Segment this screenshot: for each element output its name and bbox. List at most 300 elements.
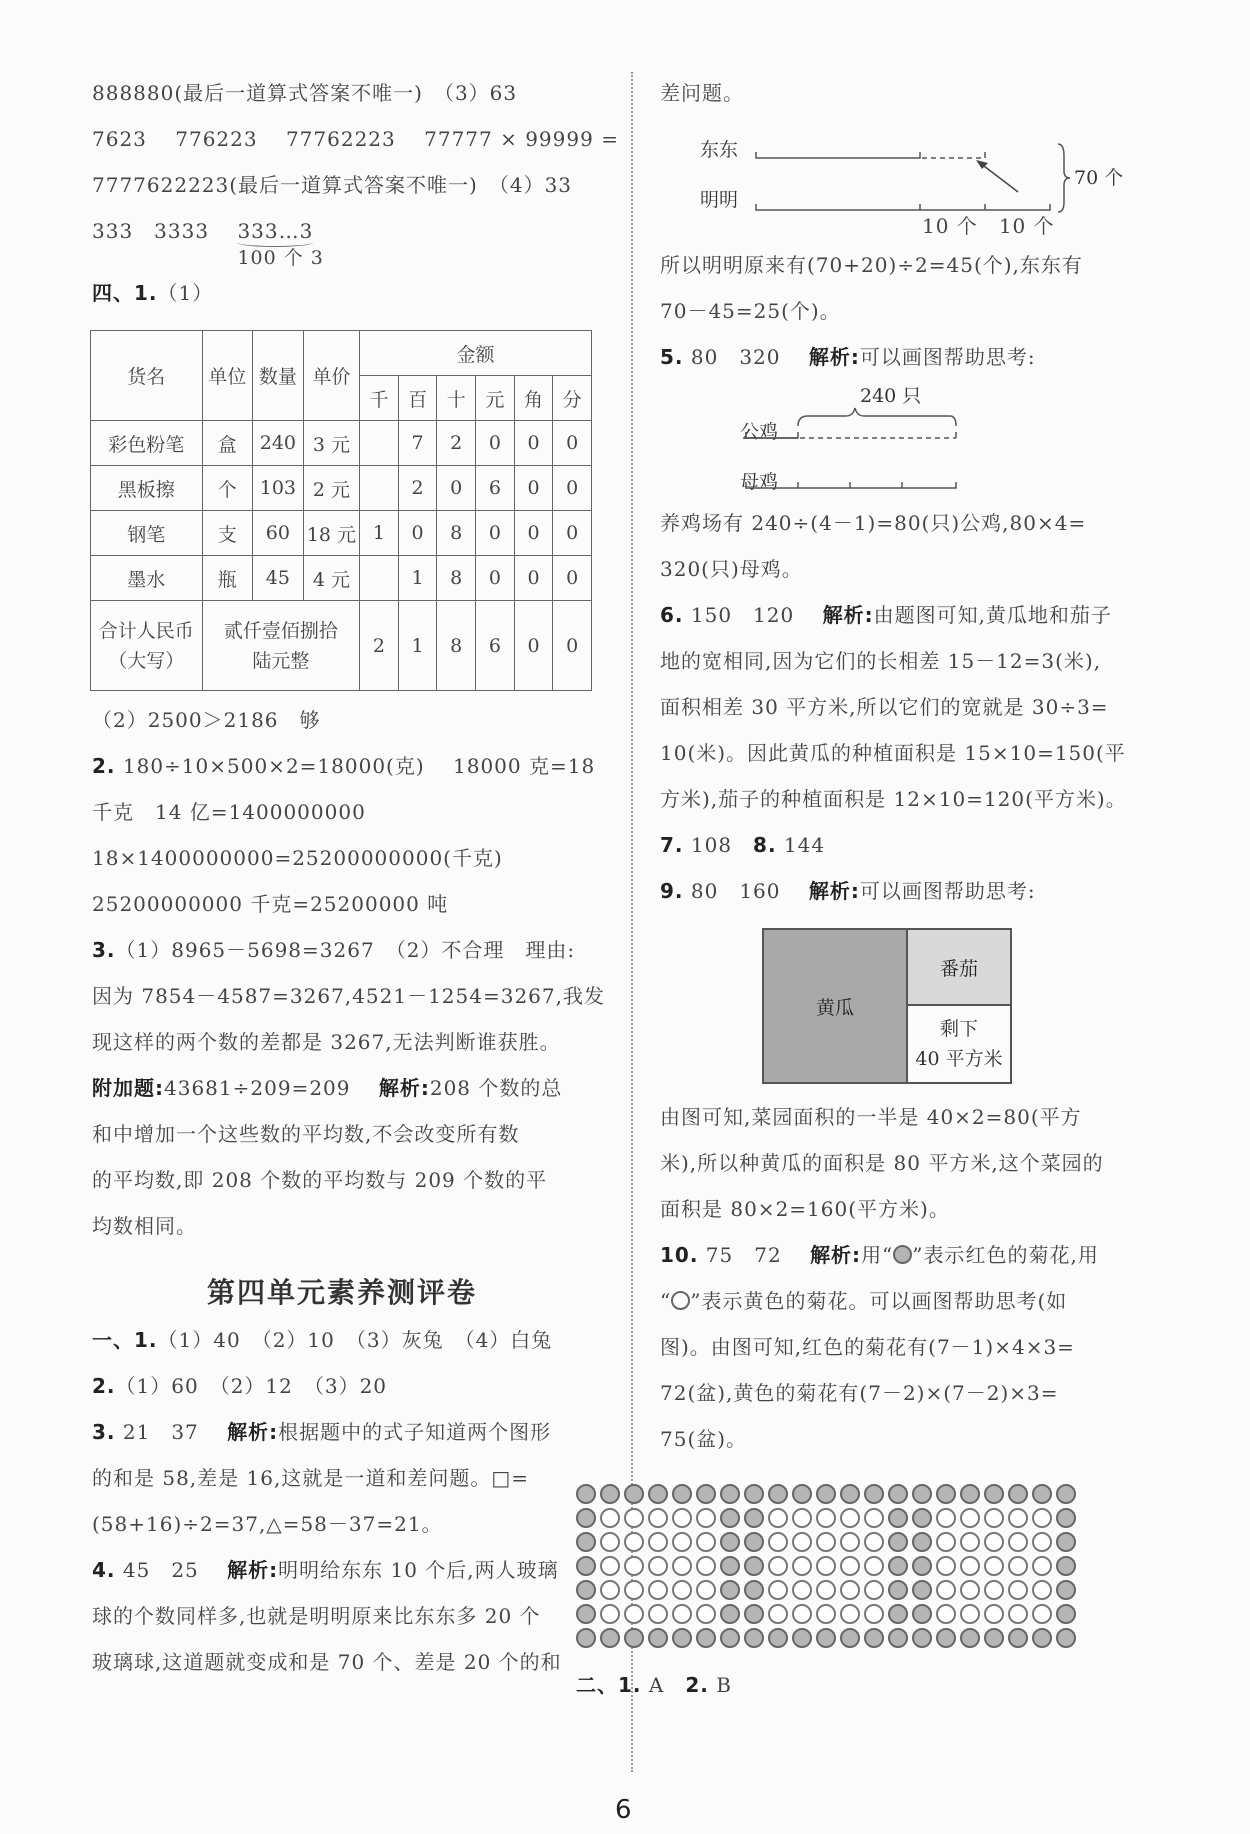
yellow-flower-circle [816,1580,836,1600]
yellow-flower-circle [936,1508,956,1528]
cell-digit: 0 [476,556,515,601]
yellow-flower-circle [1008,1532,1028,1552]
header-qty: 数量 [253,331,304,421]
section-title: 第四单元素养测评卷 [206,1276,477,1309]
flower-circle-grid [576,1484,1175,1648]
table-row [91,556,592,601]
question-number: 8. [753,833,777,857]
red-flower-circle [888,1580,908,1600]
red-flower-circle [1056,1580,1076,1600]
yellow-flower-circle [600,1508,620,1528]
yellow-flower-circle [600,1556,620,1576]
underbrace-group [237,208,324,269]
cell-digit: 0 [553,511,592,556]
text-span: “ [660,1289,672,1313]
yellow-flower-circle [792,1604,812,1624]
cell-digit [360,556,399,601]
red-flower-circle [936,1628,956,1648]
red-flower-circle [648,1484,668,1504]
cell-name: 彩色粉笔 [91,421,203,466]
red-flower-circle [888,1532,908,1552]
question-number: 一、1. [92,1328,158,1352]
red-flower-circle [912,1556,932,1576]
yellow-flower-circle [648,1604,668,1624]
red-flower-circle [912,1508,932,1528]
question-number: 3. [92,938,116,962]
text-line: 养鸡场有 240÷(4－1)=80(只)公鸡,80×4= [660,511,1087,535]
red-flower-circle [888,1508,908,1528]
text-line [92,1065,592,1111]
yellow-flower-circle [816,1532,836,1552]
red-flower-circle [744,1556,764,1576]
brace-top-text: 333…3 [237,219,314,243]
digit-header: 百 [398,376,437,421]
brace-label: 100 个 3 [237,247,324,269]
red-flower-circle [744,1604,764,1624]
text-span: 150 120 [683,603,823,627]
question-number: 10. [660,1243,699,1267]
extra-question-label: 附加题: [92,1076,164,1100]
remaining-area [908,1006,1010,1082]
text-line: 差问题。 [660,81,744,105]
cell-price: 18 元 [303,511,359,556]
label-hen: 母鸡 [740,471,779,493]
yellow-flower-circle [600,1580,620,1600]
text-line: （2）2500＞2186 够 [92,708,321,732]
text-span: 明明给东东 10 个后,两人玻璃 [278,1558,559,1582]
analysis-label: 解析: [822,603,874,627]
yellow-flower-circle [864,1556,884,1576]
text-line: 所以明明原来有(70+20)÷2=45(个),东东有 [660,253,1083,277]
red-flower-circle [840,1484,860,1504]
yellow-flower-circle [672,1604,692,1624]
red-flower-circle [744,1484,764,1504]
red-flower-circle [912,1580,932,1600]
text-line: 球的个数同样多,也就是明明原来比东东多 20 个 [92,1604,541,1628]
digit-header: 十 [437,376,476,421]
cell-digit: 0 [514,421,553,466]
yellow-flower-circle [768,1532,788,1552]
red-flower-circle [696,1484,716,1504]
red-flower-circle [864,1628,884,1648]
cell-unit: 个 [202,466,252,511]
red-flower-circle [912,1604,932,1624]
cucumber-area: 黄瓜 [764,930,908,1082]
yellow-flower-circle [936,1580,956,1600]
cell-price: 2 元 [303,466,359,511]
text-span: 108 [683,833,754,857]
text-span: 可以画图帮助思考: [859,879,1036,903]
red-flower-circle [984,1484,1004,1504]
yellow-flower-circle [960,1508,980,1528]
text-span: 208 个数的总 [429,1076,563,1100]
analysis-label: 解析: [227,1420,279,1444]
text-line [92,1317,592,1363]
cell-name: 黑板擦 [91,466,203,511]
yellow-flower-circle [936,1556,956,1576]
red-flower-circle [720,1604,740,1624]
cell-qty: 240 [253,421,304,466]
analysis-label: 解析: [227,1558,279,1582]
yellow-flower-circle [768,1604,788,1624]
text-line: 因为 7854－4587=3267,4521－1254=3267,我发 [92,984,605,1008]
yellow-flower-circle [672,1508,692,1528]
text-span: 可以画图帮助思考: [859,345,1036,369]
red-flower-circle [888,1604,908,1624]
text-span: ”表示黄色的菊花。可以画图帮助思考(如 [690,1289,1068,1313]
question-number: 2. [685,1673,709,1697]
yellow-flower-circle [864,1532,884,1552]
yellow-flower-circle [864,1580,884,1600]
cell-digit: 0 [514,466,553,511]
question-number: 6. [660,603,684,627]
red-flower-circle [1032,1484,1052,1504]
cell-digit: 6 [476,466,515,511]
yellow-flower-circle [768,1508,788,1528]
yellow-flower-circle [624,1508,644,1528]
yellow-flower-circle [1032,1604,1052,1624]
yellow-flower-circle [648,1556,668,1576]
yellow-flower-circle [648,1580,668,1600]
segment-labels [660,210,1175,242]
cell-unit: 瓶 [202,556,252,601]
cell-digit: 0 [514,556,553,601]
digit-header: 千 [360,376,399,421]
yellow-flower-circle [864,1508,884,1528]
yellow-flower-circle [1008,1508,1028,1528]
total-words: 贰仟壹佰捌拾 [223,619,338,642]
yellow-flower-circle [768,1556,788,1576]
yellow-flower-circle [984,1556,1004,1576]
question-number: 2. [92,754,116,778]
analysis-label: 解析: [808,879,860,903]
yellow-flower-circle [840,1508,860,1528]
tomato-area: 番茄 [908,930,1010,1006]
label-rooster: 公鸡 [740,421,779,443]
garden-diagram [762,928,1012,1084]
yellow-flower-circle [840,1532,860,1552]
text-span: 80 160 [683,879,809,903]
table-row [91,511,592,556]
red-flower-circle [792,1484,812,1504]
red-flower-circle [912,1628,932,1648]
text-span: 21 37 [115,1420,228,1444]
red-flower-circle [816,1628,836,1648]
cell-digit: 0 [553,466,592,511]
cell-digit: 0 [514,601,553,691]
total-words-sub: 陆元整 [252,649,310,672]
cell-digit: 0 [514,511,553,556]
question-number: 2. [92,1374,116,1398]
question-heading [92,270,592,316]
yellow-flower-circle [696,1604,716,1624]
cell-digit [360,421,399,466]
text-line: 千克 14 亿=1400000000 [92,800,366,824]
text-line [660,334,1175,380]
text-line: (58+16)÷2=37,△=58－37=21。 [92,1512,443,1536]
cell-digit: 0 [437,466,476,511]
cell-qty: 60 [253,511,304,556]
remaining-label: 剩下 [939,1018,978,1040]
red-flower-circle [576,1484,596,1504]
text-line: 7623 776223 77762223 77777 × 99999 = [92,127,619,151]
yellow-flower-circle [960,1556,980,1576]
header-name: 货名 [91,331,203,421]
red-flower-circle [1008,1628,1028,1648]
text-line: 面积相差 30 平方米,所以它们的宽就是 30÷3= [660,695,1109,719]
text-line: 的和是 58,差是 16,这就是一道和差问题。□= [92,1466,529,1490]
yellow-flower-circle [1032,1556,1052,1576]
cell-qty: 45 [253,556,304,601]
yellow-flower-circle [1008,1580,1028,1600]
cell-price: 3 元 [303,421,359,466]
table-total-row [91,601,592,691]
red-flower-circle [768,1484,788,1504]
digit-header: 分 [553,376,592,421]
text-line: 18×1400000000=25200000000(千克) [92,846,503,870]
cell-price: 4 元 [303,556,359,601]
cell-digit: 0 [553,556,592,601]
text-span: 80 320 [683,345,809,369]
text-line: 和中增加一个这些数的平均数,不会改变所有数 [92,1122,520,1146]
table-row [91,421,592,466]
text-line: 米),所以种黄瓜的面积是 80 平方米,这个菜园的 [660,1151,1104,1175]
cell-digit [360,466,399,511]
text-line: 地的宽相同,因为它们的长相差 15－12=3(米), [660,649,1102,673]
yellow-flower-circle [648,1508,668,1528]
red-flower-circle [960,1484,980,1504]
text-span: （1）60 （2）12 （3）20 [115,1374,388,1398]
goods-table [90,330,592,691]
analysis-label: 解析: [808,345,860,369]
total-label: 70 个 [1074,167,1124,189]
analysis-label: 解析: [810,1243,862,1267]
red-flower-circle [864,1484,884,1504]
yellow-flower-circle [696,1580,716,1600]
yellow-flower-circle [792,1508,812,1528]
text-line: 70－45=25(个)。 [660,299,841,323]
text-line [92,1409,592,1455]
yellow-flower-circle [984,1532,1004,1552]
red-flower-circle [840,1628,860,1648]
red-flower-circle [624,1628,644,1648]
right-column [576,70,1175,1708]
red-flower-circle [816,1484,836,1504]
red-flower-circle [984,1628,1004,1648]
text-span: 180÷10×500×2=18000(克) 18000 克=18 [115,754,596,778]
red-flower-circle [648,1628,668,1648]
yellow-flower-circle [960,1580,980,1600]
red-flower-circle [672,1484,692,1504]
header-amount: 金额 [360,331,592,376]
yellow-flower-circle [1032,1508,1052,1528]
red-flower-circle [672,1628,692,1648]
red-flower-circle [744,1628,764,1648]
yellow-flower-circle [600,1532,620,1552]
red-flower-circle [720,1508,740,1528]
text-line: 888880(最后一道算式答案不唯一) （3）63 [92,81,518,105]
red-flower-circle [792,1628,812,1648]
cell-digit: 8 [437,556,476,601]
yellow-flower-circle [840,1604,860,1624]
cell-digit: 0 [476,511,515,556]
cell-qty: 103 [253,466,304,511]
cell-name: 墨水 [91,556,203,601]
question-number: 5. [660,345,684,369]
red-flower-circle [576,1532,596,1552]
yellow-flower-circle [864,1604,884,1624]
text-line: 75(盆)。 [660,1427,748,1451]
text-line: 均数相同。 [92,1214,197,1238]
yellow-flower-circle [1032,1580,1052,1600]
table-row [91,466,592,511]
red-flower-circle [600,1628,620,1648]
text-line: 的平均数,即 208 个数的平均数与 209 个数的平 [92,1168,548,1192]
yellow-flower-circle [696,1556,716,1576]
text-line: 图)。由图可知,红色的菊花有(7－1)×4×3= [660,1335,1075,1359]
text-line [660,868,1175,914]
text-span: 75 72 [698,1243,811,1267]
text-line: 10(米)。因此黄瓜的种植面积是 15×10=150(平 [660,741,1126,765]
yellow-flower-circle [792,1532,812,1552]
text-line [660,822,1175,868]
red-flower-circle [936,1484,956,1504]
text-line [92,1363,592,1409]
text-line: 25200000000 千克=25200000 吨 [92,892,449,916]
cell-digit: 2 [437,421,476,466]
text-line: 方米),茄子的种植面积是 12×10=120(平方米)。 [660,787,1127,811]
cell-digit: 2 [398,466,437,511]
red-flower-circle [576,1628,596,1648]
analysis-label: 解析: [378,1076,430,1100]
cell-total-label [91,601,203,691]
red-flower-circle [600,1484,620,1504]
total-label-sub: （大写） [108,649,185,672]
yellow-flower-circle [624,1532,644,1552]
cell-digit: 6 [476,601,515,691]
yellow-flower-circle [936,1532,956,1552]
text-line: 现这样的两个数的差都是 3267,无法判断谁获胜。 [92,1030,561,1054]
label-dongdong: 东东 [700,139,739,161]
cell-unit: 支 [202,511,252,556]
yellow-flower-circle [984,1604,1004,1624]
question-number: 四、1. [92,281,158,305]
text-span: 333 3333 [92,219,231,243]
yellow-flower-circle [816,1556,836,1576]
yellow-flower-circle [936,1604,956,1624]
red-flower-circle [1056,1532,1076,1552]
red-flower-circle [1056,1556,1076,1576]
text-line [576,1662,1175,1708]
header-unit: 单位 [202,331,252,421]
question-number: 二、1. [576,1673,642,1697]
yellow-flower-circle [840,1580,860,1600]
cell-total-words [202,601,360,691]
segment-label: 10 个 [922,214,978,238]
red-flower-circle [768,1628,788,1648]
red-flower-circle [696,1628,716,1648]
cell-digit: 8 [437,511,476,556]
cell-digit: 0 [553,421,592,466]
cell-digit: 0 [476,421,515,466]
cell-name: 钢笔 [91,511,203,556]
red-flower-circle [744,1508,764,1528]
text-line: 由图可知,菜园面积的一半是 40×2=80(平方 [660,1105,1082,1129]
text-line [660,1232,1175,1278]
text-span: 由题图可知,黄瓜地和茄子 [873,603,1112,627]
yellow-flower-circle [792,1556,812,1576]
yellow-flower-circle [672,1532,692,1552]
text-span: 43681÷209=209 [164,1076,379,1100]
yellow-flower-circle [960,1604,980,1624]
red-flower-circle [888,1556,908,1576]
red-flower-circle [1032,1628,1052,1648]
text-line: 7777622223(最后一道算式答案不唯一) （4）33 [92,173,573,197]
text-span: （1）8965－5698=3267 （2）不合理 理由: [115,938,576,962]
text-span: 144 [776,833,826,857]
text-line [92,743,596,789]
yellow-flower-circle [840,1556,860,1576]
text-span: 用“ [861,1243,894,1267]
red-flower-circle [744,1532,764,1552]
yellow-flower-circle [624,1556,644,1576]
yellow-flower-circle [1008,1556,1028,1576]
red-flower-circle [1056,1484,1076,1504]
empty-circle-icon [671,1291,690,1310]
cell-digit: 8 [437,601,476,691]
cell-digit: 1 [398,601,437,691]
question-number: 9. [660,879,684,903]
red-flower-circle [1056,1604,1076,1624]
total-label: 合计人民币 [98,619,194,642]
text-line [92,208,592,270]
text-line: 玻璃球,这道题就变成和是 70 个、差是 20 个的和 [92,1650,562,1674]
digit-header: 元 [476,376,515,421]
cell-unit: 盒 [202,421,252,466]
red-flower-circle [576,1508,596,1528]
yellow-flower-circle [768,1580,788,1600]
yellow-flower-circle [816,1508,836,1528]
red-flower-circle [744,1580,764,1600]
red-flower-circle [624,1484,644,1504]
yellow-flower-circle [696,1508,716,1528]
left-column [92,70,619,1685]
yellow-flower-circle [624,1580,644,1600]
red-flower-circle [720,1532,740,1552]
cell-digit: 1 [360,511,399,556]
filled-circle-icon [893,1245,912,1264]
remaining-value: 40 平方米 [915,1048,1003,1070]
red-flower-circle [888,1484,908,1504]
digit-header: 角 [514,376,553,421]
red-flower-circle [1056,1508,1076,1528]
red-flower-circle [912,1532,932,1552]
header-price: 单价 [303,331,359,421]
segment-label: 10 个 [998,214,1055,238]
text-line [92,1547,592,1593]
yellow-flower-circle [696,1532,716,1552]
yellow-flower-circle [792,1580,812,1600]
yellow-flower-circle [1008,1604,1028,1624]
sub-number: （1） [157,281,214,305]
red-flower-circle [576,1556,596,1576]
cell-digit: 1 [398,556,437,601]
yellow-flower-circle [984,1508,1004,1528]
text-span: B [708,1673,732,1697]
text-line [660,1278,1175,1324]
cell-digit: 2 [360,601,399,691]
yellow-flower-circle [672,1580,692,1600]
